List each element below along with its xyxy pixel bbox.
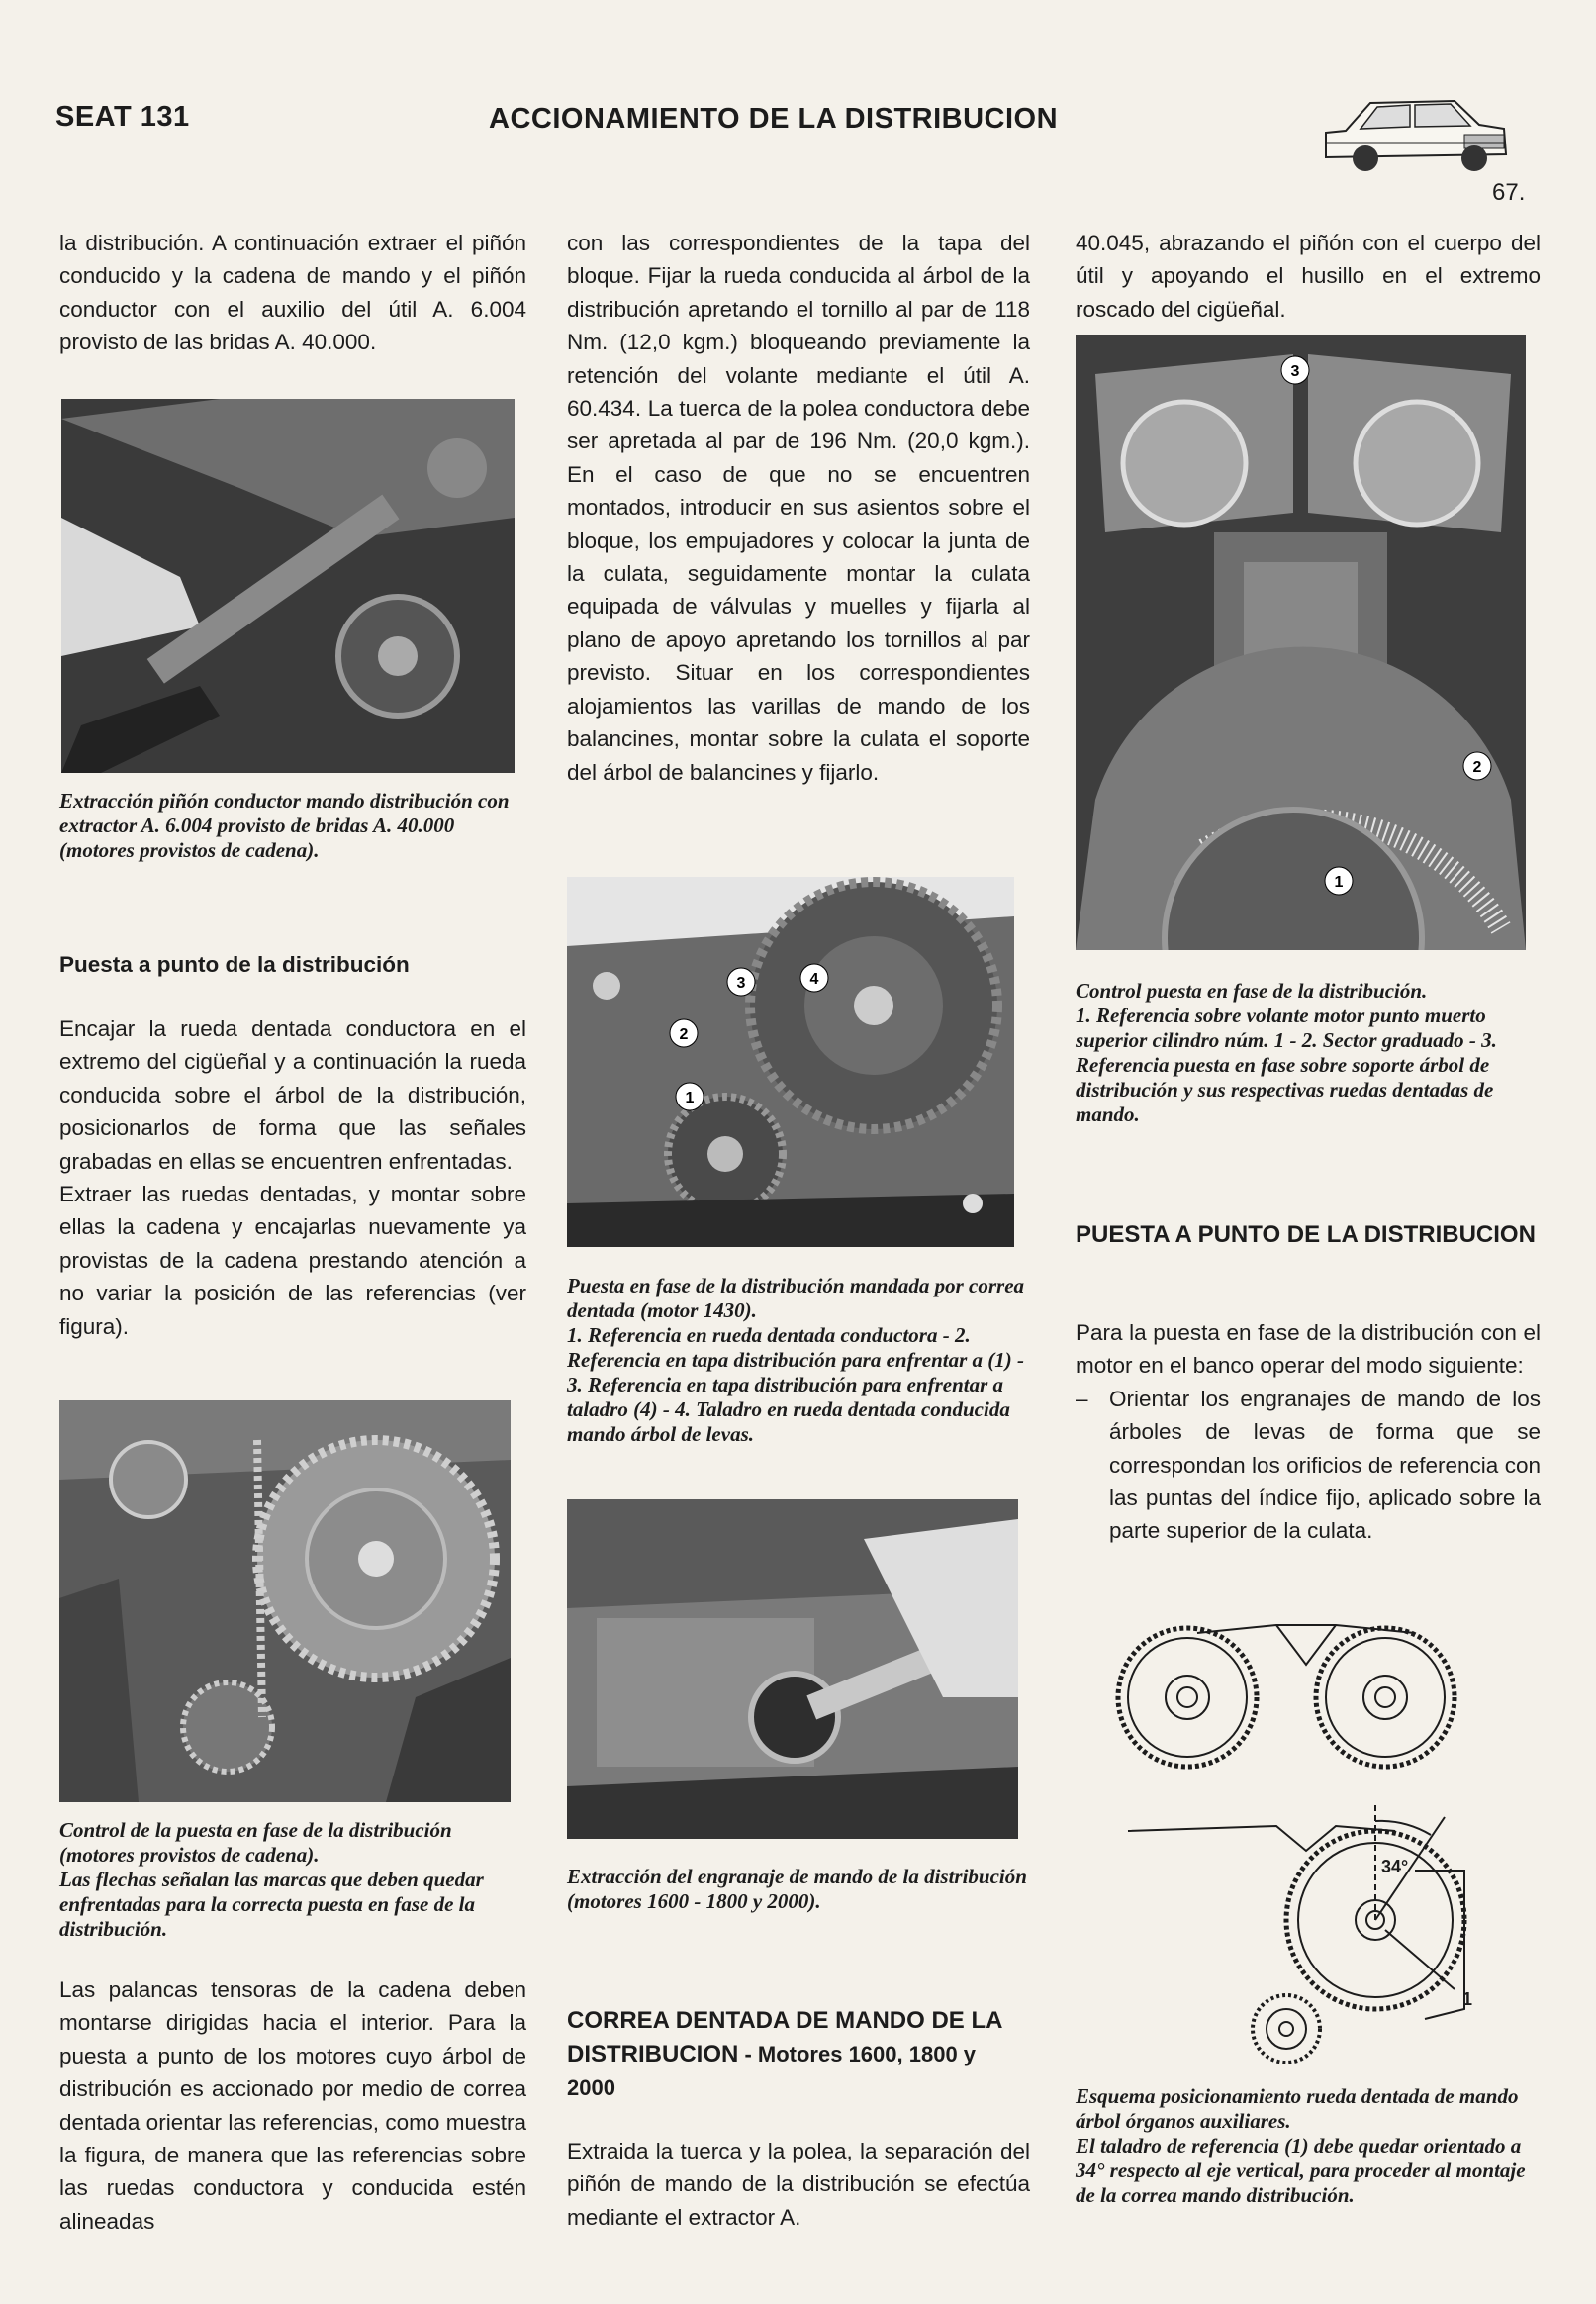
- fig5-label-2: 2: [1472, 759, 1482, 776]
- page-number: 67.: [1492, 179, 1526, 206]
- header-title: ACCIONAMIENTO DE LA DISTRIBUCION: [489, 103, 1059, 135]
- caption-figure-2-text: Las flechas señalan las marcas que deben quedar enfrentadas para la correcta puesta en fase de la distribución.: [59, 1868, 484, 1941]
- caption-figure-1: Extracción piñón conductor mando distribución con extractor A. 6.004 provisto de bridas A. 40.000 (motores provistos de cadena).: [59, 789, 510, 862]
- col3-paragraph-1: 40.045, abrazando el piñón con el cuerpo del útil y apoyando el husillo en el extremo roscado del cigüeñal.: [1076, 231, 1541, 322]
- fig6-label-1: 1: [1462, 1989, 1473, 2009]
- photo-extractor-tool: [61, 399, 515, 773]
- fig3-label-2: 2: [679, 1026, 689, 1043]
- bullet-item-1: [1076, 1383, 1541, 1548]
- bullet-dash: –: [1076, 1386, 1088, 1411]
- fig3-label-3: 3: [736, 975, 746, 992]
- col1-paragraph-2: Encajar la rueda dentada conductora en el extremo del cigüeñal y a continuación la rueda conducida sobre el árbol de la distribución, posicionarlos de forma que las señales grabadas en ellas se encuentren enfrentadas.: [59, 1016, 526, 1174]
- col1-paragraph-1: la distribución. A continuación extraer el piñón conducido y la cadena de mando y el piñón conductor con el auxilio del útil A. 6.004 provisto de las bridas A. 40.000.: [59, 231, 526, 355]
- fig3-label-1: 1: [685, 1090, 695, 1106]
- header-model: SEAT 131: [55, 101, 190, 133]
- col1-paragraph-3: Extraer las ruedas dentadas, y montar sobre ellas la cadena y encajarlas nuevamente ya provistas de la cadena prestando atención a no variar la posición de las referencias (ver figura).: [59, 1182, 526, 1339]
- column-3: [1076, 227, 1541, 326]
- photo-gear-extraction: [567, 1499, 1018, 1839]
- subheading-puesta-a-punto: Puesta a punto de la distribución: [59, 952, 410, 977]
- photo-chain-timing: [59, 1400, 511, 1802]
- column-2: [567, 227, 1030, 789]
- diagram-gear-positioning: [1088, 1623, 1524, 2083]
- col1-paragraph-4: Las palancas tensoras de la cadena deben montarse dirigidas hacia el interior. Para la puesta a punto de los motores cuyo árbol de distribución es accionado por medio de correa dentada orientar las referencias, como muestra la figura, de manera que las referencias sobre las ruedas conductora y conducida estén alineadas: [59, 1977, 526, 2234]
- photo-belt-timing: [567, 877, 1014, 1247]
- section-puesta-a-punto: PUESTA A PUNTO DE LA DISTRIBUCION: [1076, 1221, 1536, 1248]
- caption-figure-6-title: Esquema posicionamiento rueda dentada de mando árbol órganos auxiliares.: [1076, 2084, 1519, 2133]
- section-correa-dentada: [567, 2004, 1030, 2105]
- caption-figure-3-title: Puesta en fase de la distribución mandada por correa dentada (motor 1430).: [567, 1274, 1025, 1322]
- col2-paragraph-1: con las correspondientes de la tapa del bloque. Fijar la rueda conducida al árbol de la distribución apretando el tornillo al par de 118 Nm. (12,0 kgm.) bloqueando previamente la retención del volante mediante el útil A. 60.434. La tuerca de la polea conductora debe ser apretada al par de 196 Nm. (20,0 kgm.). En el caso de que no se encuentren montados, introducir en sus asientos sobre el bloque, los empujadores y colocar la junta de la culata, seguidamente montar la culata equipada de válvulas y muelles y fijarla al plano de apoyo apretando los tornillos al par previsto. Situar en los correspondientes alojamientos las varillas de mando de los balancines, montar sobre la culata el soporte del árbol de balancines y fijarlo.: [567, 231, 1030, 785]
- caption-figure-6-text: El taladro de referencia (1) debe quedar orientado a 34° respecto al eje vertical, para proceder al montaje de la correa mando distribución.: [1076, 2134, 1526, 2207]
- section-correa-dentada-main: CORREA DENTADA DE MANDO DE LA DISTRIBUCION: [567, 2007, 1002, 2067]
- col3-paragraph-2: Para la puesta en fase de la distribución con el motor en el banco operar del modo siguiente:: [1076, 1320, 1541, 1379]
- fig3-label-4: 4: [809, 971, 819, 988]
- fig6-angle-label: 34°: [1381, 1857, 1409, 1876]
- col2-paragraph-2: Extraida la tuerca y la polea, la separación del piñón de mando de la distribución se efectúa mediante el extractor A.: [567, 2139, 1030, 2230]
- caption-figure-4: Extracción del engranaje de mando de la distribución (motores 1600 - 1800 y 2000).: [567, 1865, 1027, 1913]
- caption-figure-5-title: Control puesta en fase de la distribución.: [1076, 979, 1428, 1003]
- fig5-label-1: 1: [1334, 874, 1344, 891]
- caption-figure-2-title: Control de la puesta en fase de la distribución (motores provistos de cadena).: [59, 1818, 452, 1867]
- caption-figure-5-text: 1. Referencia sobre volante motor punto muerto superior cilindro núm. 1 - 2. Sector graduado - 3. Referencia puesta en fase sobre soporte árbol de distribución y sus respectivas ruedas dentadas de mando.: [1076, 1004, 1497, 1126]
- fig5-label-3: 3: [1290, 363, 1300, 380]
- caption-figure-3-text: 1. Referencia en rueda dentada conductora - 2. Referencia en tapa distribución para enfrentar a (1) - 3. Referencia en tapa distribución para enfrentar a taladro (4) - 4. Taladro en rueda dentada conducida mando árbol de levas.: [567, 1323, 1024, 1446]
- section-correa-dentada-sub: - Motores 1600, 1800 y 2000: [567, 2042, 977, 2100]
- photo-engine-head-timing: [1076, 335, 1526, 950]
- bullet-1-text: Orientar los engranajes de mando de los árboles de levas de forma que se correspondan los orificios de referencia con las puntas del índice fijo, aplicado sobre la parte superior de la culata.: [1109, 1386, 1541, 1544]
- car-illustration: [1316, 63, 1514, 187]
- column-1: [59, 227, 526, 359]
